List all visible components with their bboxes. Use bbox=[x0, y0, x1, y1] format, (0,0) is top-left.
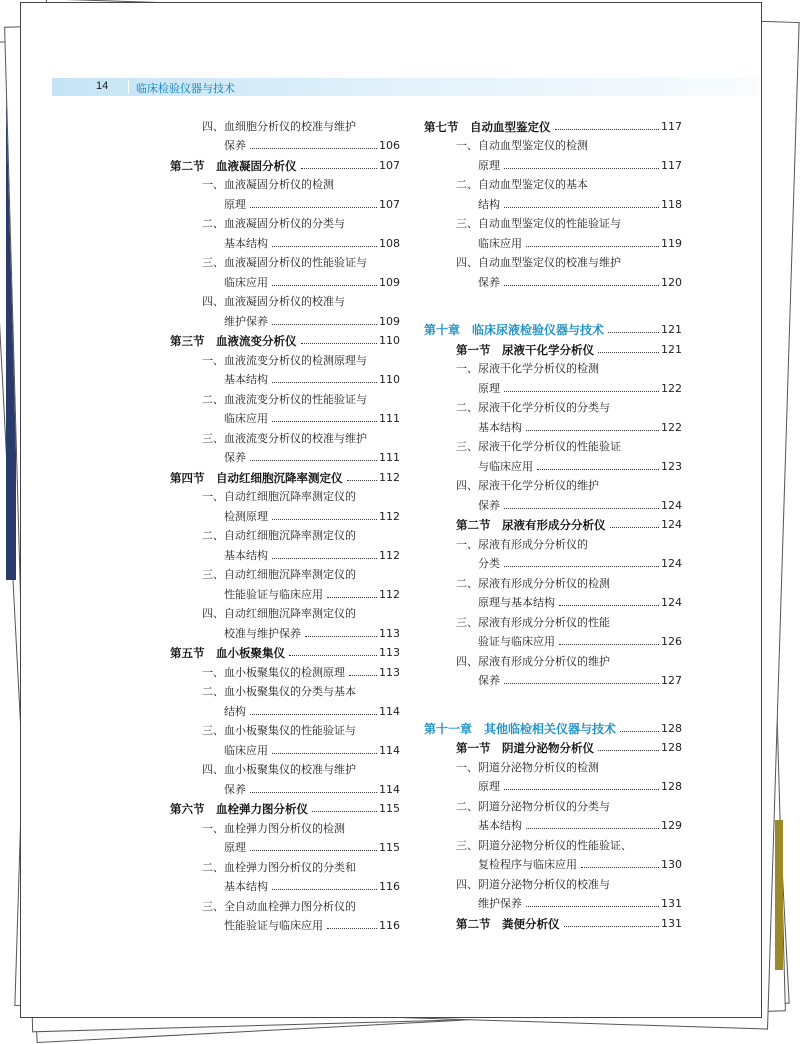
toc-leader-dots bbox=[289, 655, 377, 656]
toc-entry-text: 临床应用 bbox=[224, 275, 268, 289]
toc-item-entry bbox=[424, 755, 682, 775]
toc-leader-dots bbox=[327, 928, 377, 929]
toc-entry-text: 一、血小板聚集仪的检测原理 bbox=[202, 665, 345, 679]
toc-section-entry bbox=[424, 513, 682, 533]
toc-entry-text: 第七节 自动血型鉴定仪 bbox=[424, 119, 551, 134]
toc-entry-text: 一、血栓弹力图分析仪的检测 bbox=[202, 821, 345, 835]
toc-item-entry bbox=[424, 649, 682, 669]
toc-item-entry bbox=[424, 552, 682, 572]
toc-section-entry bbox=[424, 911, 682, 931]
toc-entry-text: 三、血液流变分析仪的校准与维护 bbox=[202, 431, 367, 445]
toc-item-entry bbox=[170, 192, 400, 212]
toc-leader-dots bbox=[327, 597, 377, 598]
toc-leader-dots bbox=[504, 391, 659, 392]
toc-page-number: 113 bbox=[379, 626, 400, 640]
toc-leader-dots bbox=[250, 850, 377, 851]
toc-item-entry bbox=[170, 719, 400, 739]
toc-item-entry bbox=[424, 872, 682, 892]
running-book-title: 临床检验仪器与技术 bbox=[136, 83, 235, 95]
toc-entry-text: 一、阴道分泌物分析仪的检测 bbox=[456, 760, 599, 774]
toc-item-entry bbox=[424, 493, 682, 513]
toc-item-entry bbox=[424, 669, 682, 689]
toc-page-number: 122 bbox=[661, 381, 682, 395]
toc-section-entry bbox=[170, 641, 400, 661]
toc-leader-dots bbox=[272, 753, 377, 754]
toc-page-number: 112 bbox=[379, 587, 400, 601]
toc-page-number: 120 bbox=[661, 275, 682, 289]
toc-entry-text: 二、尿液有形成分分析仪的检测 bbox=[456, 576, 610, 590]
toc-entry-text: 第二节 尿液有形成分分析仪 bbox=[456, 518, 606, 532]
toc-page-number: 109 bbox=[379, 314, 400, 328]
toc-leader-dots bbox=[598, 352, 659, 353]
toc-entry-text: 性能验证与临床应用 bbox=[224, 587, 323, 601]
toc-item-entry bbox=[170, 407, 400, 427]
toc-page-number: 122 bbox=[661, 420, 682, 434]
toc-page-number: 124 bbox=[661, 518, 682, 531]
toc-section-entry bbox=[170, 465, 400, 485]
toc-page-number: 126 bbox=[661, 635, 682, 648]
toc-page-number: 121 bbox=[661, 323, 682, 336]
toc-page-number: 117 bbox=[661, 119, 682, 133]
toc-item-entry bbox=[424, 892, 682, 912]
toc-entry-text: 复检程序与临床应用 bbox=[478, 858, 577, 871]
toc-entry-text: 与临床应用 bbox=[478, 459, 533, 473]
toc-entry-text: 原理 bbox=[224, 197, 246, 211]
toc-entry-text: 四、血液凝固分析仪的校准与 bbox=[202, 295, 345, 308]
toc-leader-dots bbox=[608, 332, 659, 333]
toc-page-number: 119 bbox=[661, 236, 682, 250]
toc-entry-text: 原理 bbox=[478, 158, 500, 172]
toc-item-entry bbox=[170, 816, 400, 836]
toc-entry-text: 一、尿液有形成分分析仪的 bbox=[456, 537, 588, 551]
toc-page-number: 127 bbox=[661, 674, 682, 687]
toc-entry-text: 二、血液流变分析仪的性能验证与 bbox=[202, 392, 367, 406]
toc-item-entry bbox=[170, 660, 400, 680]
toc-entry-text: 基本结构 bbox=[478, 819, 522, 832]
toc-entry-text: 第一节 阴道分泌物分析仪 bbox=[456, 741, 594, 755]
toc-page-number: 117 bbox=[661, 158, 682, 172]
stacked-page-edge-right bbox=[775, 820, 783, 970]
toc-entry-text: 四、阴道分泌物分析仪的校准与 bbox=[456, 877, 610, 891]
toc-leader-dots bbox=[610, 527, 660, 528]
toc-item-entry bbox=[424, 270, 682, 290]
toc-entry-text: 性能验证与临床应用 bbox=[224, 919, 323, 932]
toc-entry-text: 结构 bbox=[224, 704, 246, 718]
toc-leader-dots bbox=[250, 207, 377, 208]
toc-entry-text: 二、阴道分泌物分析仪的分类与 bbox=[456, 799, 610, 813]
toc-leader-dots bbox=[504, 789, 659, 790]
toc-item-entry bbox=[170, 836, 400, 856]
toc-item-entry bbox=[170, 738, 400, 758]
toc-entry-text: 维护保养 bbox=[478, 897, 522, 910]
toc-entry-text: 二、尿液干化学分析仪的分类与 bbox=[456, 401, 610, 414]
toc-entry-text: 二、自动血型鉴定仪的基本 bbox=[456, 178, 588, 191]
toc-page-number: 112 bbox=[379, 548, 400, 562]
toc-page-number: 114 bbox=[379, 782, 400, 796]
toc-leader-dots bbox=[250, 714, 377, 715]
toc-left-column bbox=[170, 114, 400, 933]
toc-entry-text: 第三节 血液流变分析仪 bbox=[170, 334, 297, 348]
toc-item-entry bbox=[424, 591, 682, 611]
toc-leader-dots bbox=[504, 508, 659, 509]
toc-leader-dots bbox=[272, 558, 377, 559]
toc-entry-text: 原理与基本结构 bbox=[478, 596, 555, 609]
toc-item-entry bbox=[170, 621, 400, 641]
toc-item-entry bbox=[170, 777, 400, 797]
toc-item-entry bbox=[424, 794, 682, 814]
toc-section-entry bbox=[170, 329, 400, 349]
toc-page-number: 131 bbox=[661, 897, 682, 910]
toc-leader-dots bbox=[537, 469, 659, 470]
toc-entry-text: 一、自动血型鉴定仪的检测 bbox=[456, 139, 588, 152]
toc-entry-text: 第二节 血液凝固分析仪 bbox=[170, 158, 297, 173]
toc-entry-text: 第十一章 其他临检相关仪器与技术 bbox=[424, 721, 617, 736]
toc-entry-text: 二、血小板聚集仪的分类与基本 bbox=[202, 685, 356, 698]
toc-entry-text: 基本结构 bbox=[224, 373, 268, 386]
toc-item-entry bbox=[170, 602, 400, 622]
toc-item-entry bbox=[170, 387, 400, 407]
header-separator bbox=[128, 80, 129, 94]
toc-item-entry bbox=[424, 853, 682, 873]
toc-item-entry bbox=[424, 357, 682, 377]
toc-section-entry bbox=[424, 114, 682, 134]
toc-item-entry bbox=[170, 875, 400, 895]
toc-page-number: 128 bbox=[661, 721, 682, 735]
toc-page-number: 128 bbox=[661, 741, 682, 754]
toc-entry-text: 第一节 尿液干化学分析仪 bbox=[456, 342, 594, 357]
toc-entry-text: 一、自动红细胞沉降率测定仪的 bbox=[202, 490, 356, 503]
toc-item-entry bbox=[424, 153, 682, 173]
toc-item-entry bbox=[170, 270, 400, 290]
toc-entry-text: 检测原理 bbox=[224, 509, 268, 523]
toc-leader-dots bbox=[559, 605, 659, 606]
toc-page-number: 114 bbox=[379, 704, 400, 718]
toc-leader-dots bbox=[526, 906, 659, 907]
toc-page-number: 107 bbox=[379, 197, 400, 211]
toc-entry-text: 保养 bbox=[224, 139, 246, 152]
toc-section-entry bbox=[424, 736, 682, 756]
toc-entry-text: 三、自动血型鉴定仪的性能验证与 bbox=[456, 217, 621, 230]
toc-item-entry bbox=[424, 212, 682, 232]
toc-page-number: 109 bbox=[379, 275, 400, 289]
toc-page-number: 131 bbox=[661, 916, 682, 930]
toc-leader-dots bbox=[272, 382, 377, 383]
toc-item-entry bbox=[424, 474, 682, 494]
toc-leader-dots bbox=[504, 683, 659, 684]
toc-item-entry bbox=[424, 251, 682, 271]
toc-page-number: 113 bbox=[379, 665, 400, 679]
toc-item-entry bbox=[170, 582, 400, 602]
toc-leader-dots bbox=[272, 324, 377, 325]
toc-item-entry bbox=[170, 348, 400, 368]
toc-page-number: 111 bbox=[379, 451, 400, 464]
toc-item-entry bbox=[170, 212, 400, 232]
toc-entry-text: 三、尿液有形成分分析仪的性能 bbox=[456, 615, 610, 629]
toc-leader-dots bbox=[301, 343, 378, 344]
toc-item-entry bbox=[424, 571, 682, 591]
toc-item-entry bbox=[170, 231, 400, 251]
toc-leader-dots bbox=[250, 460, 377, 461]
toc-leader-dots bbox=[250, 792, 377, 793]
toc-item-entry bbox=[424, 814, 682, 834]
toc-page-number: 110 bbox=[379, 334, 400, 347]
toc-leader-dots bbox=[526, 430, 659, 431]
toc-leader-dots bbox=[272, 889, 377, 890]
toc-page-number: 114 bbox=[379, 743, 400, 757]
toc-entry-text: 四、尿液干化学分析仪的维护 bbox=[456, 479, 599, 492]
toc-section-entry bbox=[170, 153, 400, 173]
toc-entry-text: 基本结构 bbox=[224, 236, 268, 250]
toc-entry-text: 一、尿液干化学分析仪的检测 bbox=[456, 362, 599, 375]
toc-entry-text: 保养 bbox=[224, 451, 246, 464]
toc-item-entry bbox=[170, 368, 400, 388]
toc-leader-dots bbox=[504, 566, 659, 567]
toc-entry-text: 第六节 血栓弹力图分析仪 bbox=[170, 802, 308, 816]
toc-item-entry bbox=[424, 775, 682, 795]
toc-item-entry bbox=[170, 914, 400, 934]
toc-leader-dots bbox=[250, 148, 377, 149]
toc-entry-text: 保养 bbox=[478, 674, 500, 687]
toc-entry-text: 三、血液凝固分析仪的性能验证与 bbox=[202, 256, 367, 269]
toc-entry-text: 基本结构 bbox=[478, 420, 522, 434]
toc-page-number: 116 bbox=[379, 919, 400, 932]
toc-item-entry bbox=[170, 426, 400, 446]
toc-page-number: 129 bbox=[661, 819, 682, 832]
toc-page-number: 108 bbox=[379, 236, 400, 250]
toc-page-number: 123 bbox=[661, 459, 682, 473]
toc-entry-text: 保养 bbox=[478, 498, 500, 512]
toc-item-entry bbox=[170, 114, 400, 134]
toc-page-number: 116 bbox=[379, 880, 400, 893]
toc-entry-text: 第五节 血小板聚集仪 bbox=[170, 646, 285, 660]
toc-entry-text: 临床应用 bbox=[478, 236, 522, 250]
toc-entry-text: 三、自动红细胞沉降率测定仪的 bbox=[202, 568, 356, 581]
toc-item-entry bbox=[170, 173, 400, 193]
toc-entry-text: 四、尿液有形成分分析仪的维护 bbox=[456, 654, 610, 668]
toc-page-number: 118 bbox=[661, 197, 682, 211]
toc-leader-dots bbox=[305, 636, 377, 637]
toc-page-number: 124 bbox=[661, 557, 682, 570]
toc-entry-text: 第二节 粪便分析仪 bbox=[456, 916, 560, 931]
toc-entry-text: 基本结构 bbox=[224, 548, 268, 562]
toc-section-entry bbox=[424, 337, 682, 357]
toc-item-entry bbox=[170, 134, 400, 154]
toc-leader-dots bbox=[301, 168, 378, 169]
toc-entry-text: 临床应用 bbox=[224, 412, 268, 425]
toc-item-entry bbox=[170, 855, 400, 875]
toc-item-entry bbox=[170, 543, 400, 563]
toc-entry-text: 验证与临床应用 bbox=[478, 635, 555, 648]
toc-item-entry bbox=[170, 446, 400, 466]
toc-leader-dots bbox=[504, 285, 659, 286]
toc-entry-text: 一、血液流变分析仪的检测原理与 bbox=[202, 353, 367, 367]
toc-entry-text: 第四节 自动红细胞沉降率测定仪 bbox=[170, 470, 343, 485]
toc-entry-text: 三、血小板聚集仪的性能验证与 bbox=[202, 724, 356, 737]
toc-item-entry bbox=[424, 396, 682, 416]
toc-item-entry bbox=[170, 680, 400, 700]
toc-page-number: 128 bbox=[661, 780, 682, 793]
toc-section-entry bbox=[170, 797, 400, 817]
toc-leader-dots bbox=[272, 246, 377, 247]
toc-item-entry bbox=[424, 192, 682, 212]
toc-entry-text: 二、血液凝固分析仪的分类与 bbox=[202, 217, 345, 230]
toc-page-number: 113 bbox=[379, 646, 400, 659]
toc-page-number: 107 bbox=[379, 158, 400, 172]
toc-entry-text: 维护保养 bbox=[224, 314, 268, 328]
toc-entry-text: 三、全自动血栓弹力图分析仪的 bbox=[202, 899, 356, 913]
toc-leader-dots bbox=[312, 811, 377, 812]
toc-entry-text: 结构 bbox=[478, 197, 500, 211]
toc-entry-text: 三、尿液干化学分析仪的性能验证 bbox=[456, 440, 621, 453]
toc-leader-dots bbox=[581, 867, 659, 868]
toc-entry-text: 基本结构 bbox=[224, 880, 268, 893]
toc-entry-text: 四、自动红细胞沉降率测定仪的 bbox=[202, 607, 356, 620]
toc-spacer bbox=[424, 688, 682, 716]
toc-entry-text: 四、自动血型鉴定仪的校准与维护 bbox=[456, 256, 621, 269]
toc-leader-dots bbox=[272, 421, 377, 422]
toc-leader-dots bbox=[526, 828, 659, 829]
toc-item-entry bbox=[170, 894, 400, 914]
toc-item-entry bbox=[170, 485, 400, 505]
toc-entry-text: 四、血小板聚集仪的校准与维护 bbox=[202, 763, 356, 776]
toc-item-entry bbox=[170, 290, 400, 310]
toc-item-entry bbox=[424, 610, 682, 630]
toc-item-entry bbox=[424, 435, 682, 455]
toc-leader-dots bbox=[504, 168, 659, 169]
toc-entry-text: 原理 bbox=[478, 780, 500, 793]
toc-item-entry bbox=[170, 699, 400, 719]
toc-leader-dots bbox=[564, 926, 660, 927]
toc-item-entry bbox=[424, 415, 682, 435]
toc-entry-text: 保养 bbox=[478, 275, 500, 289]
toc-leader-dots bbox=[555, 129, 660, 130]
toc-entry-text: 原理 bbox=[478, 381, 500, 395]
toc-entry-text: 二、自动红细胞沉降率测定仪的 bbox=[202, 529, 356, 542]
toc-page-number: 110 bbox=[379, 373, 400, 386]
toc-page-number: 106 bbox=[379, 139, 400, 152]
toc-chapter-entry bbox=[424, 318, 682, 338]
toc-item-entry bbox=[424, 231, 682, 251]
toc-item-entry bbox=[424, 376, 682, 396]
toc-item-entry bbox=[170, 504, 400, 524]
toc-item-entry bbox=[170, 758, 400, 778]
toc-leader-dots bbox=[598, 750, 659, 751]
toc-leader-dots bbox=[620, 731, 659, 732]
toc-item-entry bbox=[170, 251, 400, 271]
toc-page-number: 130 bbox=[661, 858, 682, 871]
toc-item-entry bbox=[424, 532, 682, 552]
toc-chapter-entry bbox=[424, 716, 682, 736]
toc-entry-text: 二、血栓弹力图分析仪的分类和 bbox=[202, 860, 356, 874]
toc-leader-dots bbox=[559, 644, 659, 645]
toc-leader-dots bbox=[347, 480, 378, 481]
toc-entry-text: 原理 bbox=[224, 841, 246, 854]
toc-page-number: 115 bbox=[379, 841, 400, 854]
toc-leader-dots bbox=[526, 246, 659, 247]
toc-entry-text: 分类 bbox=[478, 557, 500, 570]
toc-spacer bbox=[424, 290, 682, 318]
toc-item-entry bbox=[424, 454, 682, 474]
toc-entry-text: 一、血液凝固分析仪的检测 bbox=[202, 178, 334, 191]
toc-item-entry bbox=[424, 134, 682, 154]
toc-item-entry bbox=[424, 173, 682, 193]
toc-page-number: 124 bbox=[661, 498, 682, 512]
toc-entry-text: 三、阴道分泌物分析仪的性能验证、 bbox=[456, 838, 632, 852]
toc-item-entry bbox=[170, 563, 400, 583]
toc-entry-text: 临床应用 bbox=[224, 743, 268, 757]
toc-page-number: 112 bbox=[379, 509, 400, 523]
toc-right-column bbox=[424, 114, 682, 931]
toc-item-entry bbox=[170, 309, 400, 329]
toc-item-entry bbox=[424, 630, 682, 650]
toc-leader-dots bbox=[272, 285, 377, 286]
toc-leader-dots bbox=[504, 207, 659, 208]
toc-entry-text: 第十章 临床尿液检验仪器与技术 bbox=[424, 323, 605, 337]
page-number: 14 bbox=[96, 80, 109, 92]
toc-leader-dots bbox=[349, 675, 377, 676]
toc-page-number: 111 bbox=[379, 412, 400, 425]
toc-page-number: 115 bbox=[379, 802, 400, 815]
toc-entry-text: 校准与维护保养 bbox=[224, 626, 301, 640]
toc-entry-text: 四、血细胞分析仪的校准与维护 bbox=[202, 119, 356, 133]
toc-page-number: 112 bbox=[379, 470, 400, 484]
toc-page-number: 124 bbox=[661, 596, 682, 609]
toc-leader-dots bbox=[272, 519, 377, 520]
toc-entry-text: 保养 bbox=[224, 782, 246, 796]
toc-item-entry bbox=[424, 833, 682, 853]
toc-page-number: 121 bbox=[661, 342, 682, 356]
toc-item-entry bbox=[170, 524, 400, 544]
